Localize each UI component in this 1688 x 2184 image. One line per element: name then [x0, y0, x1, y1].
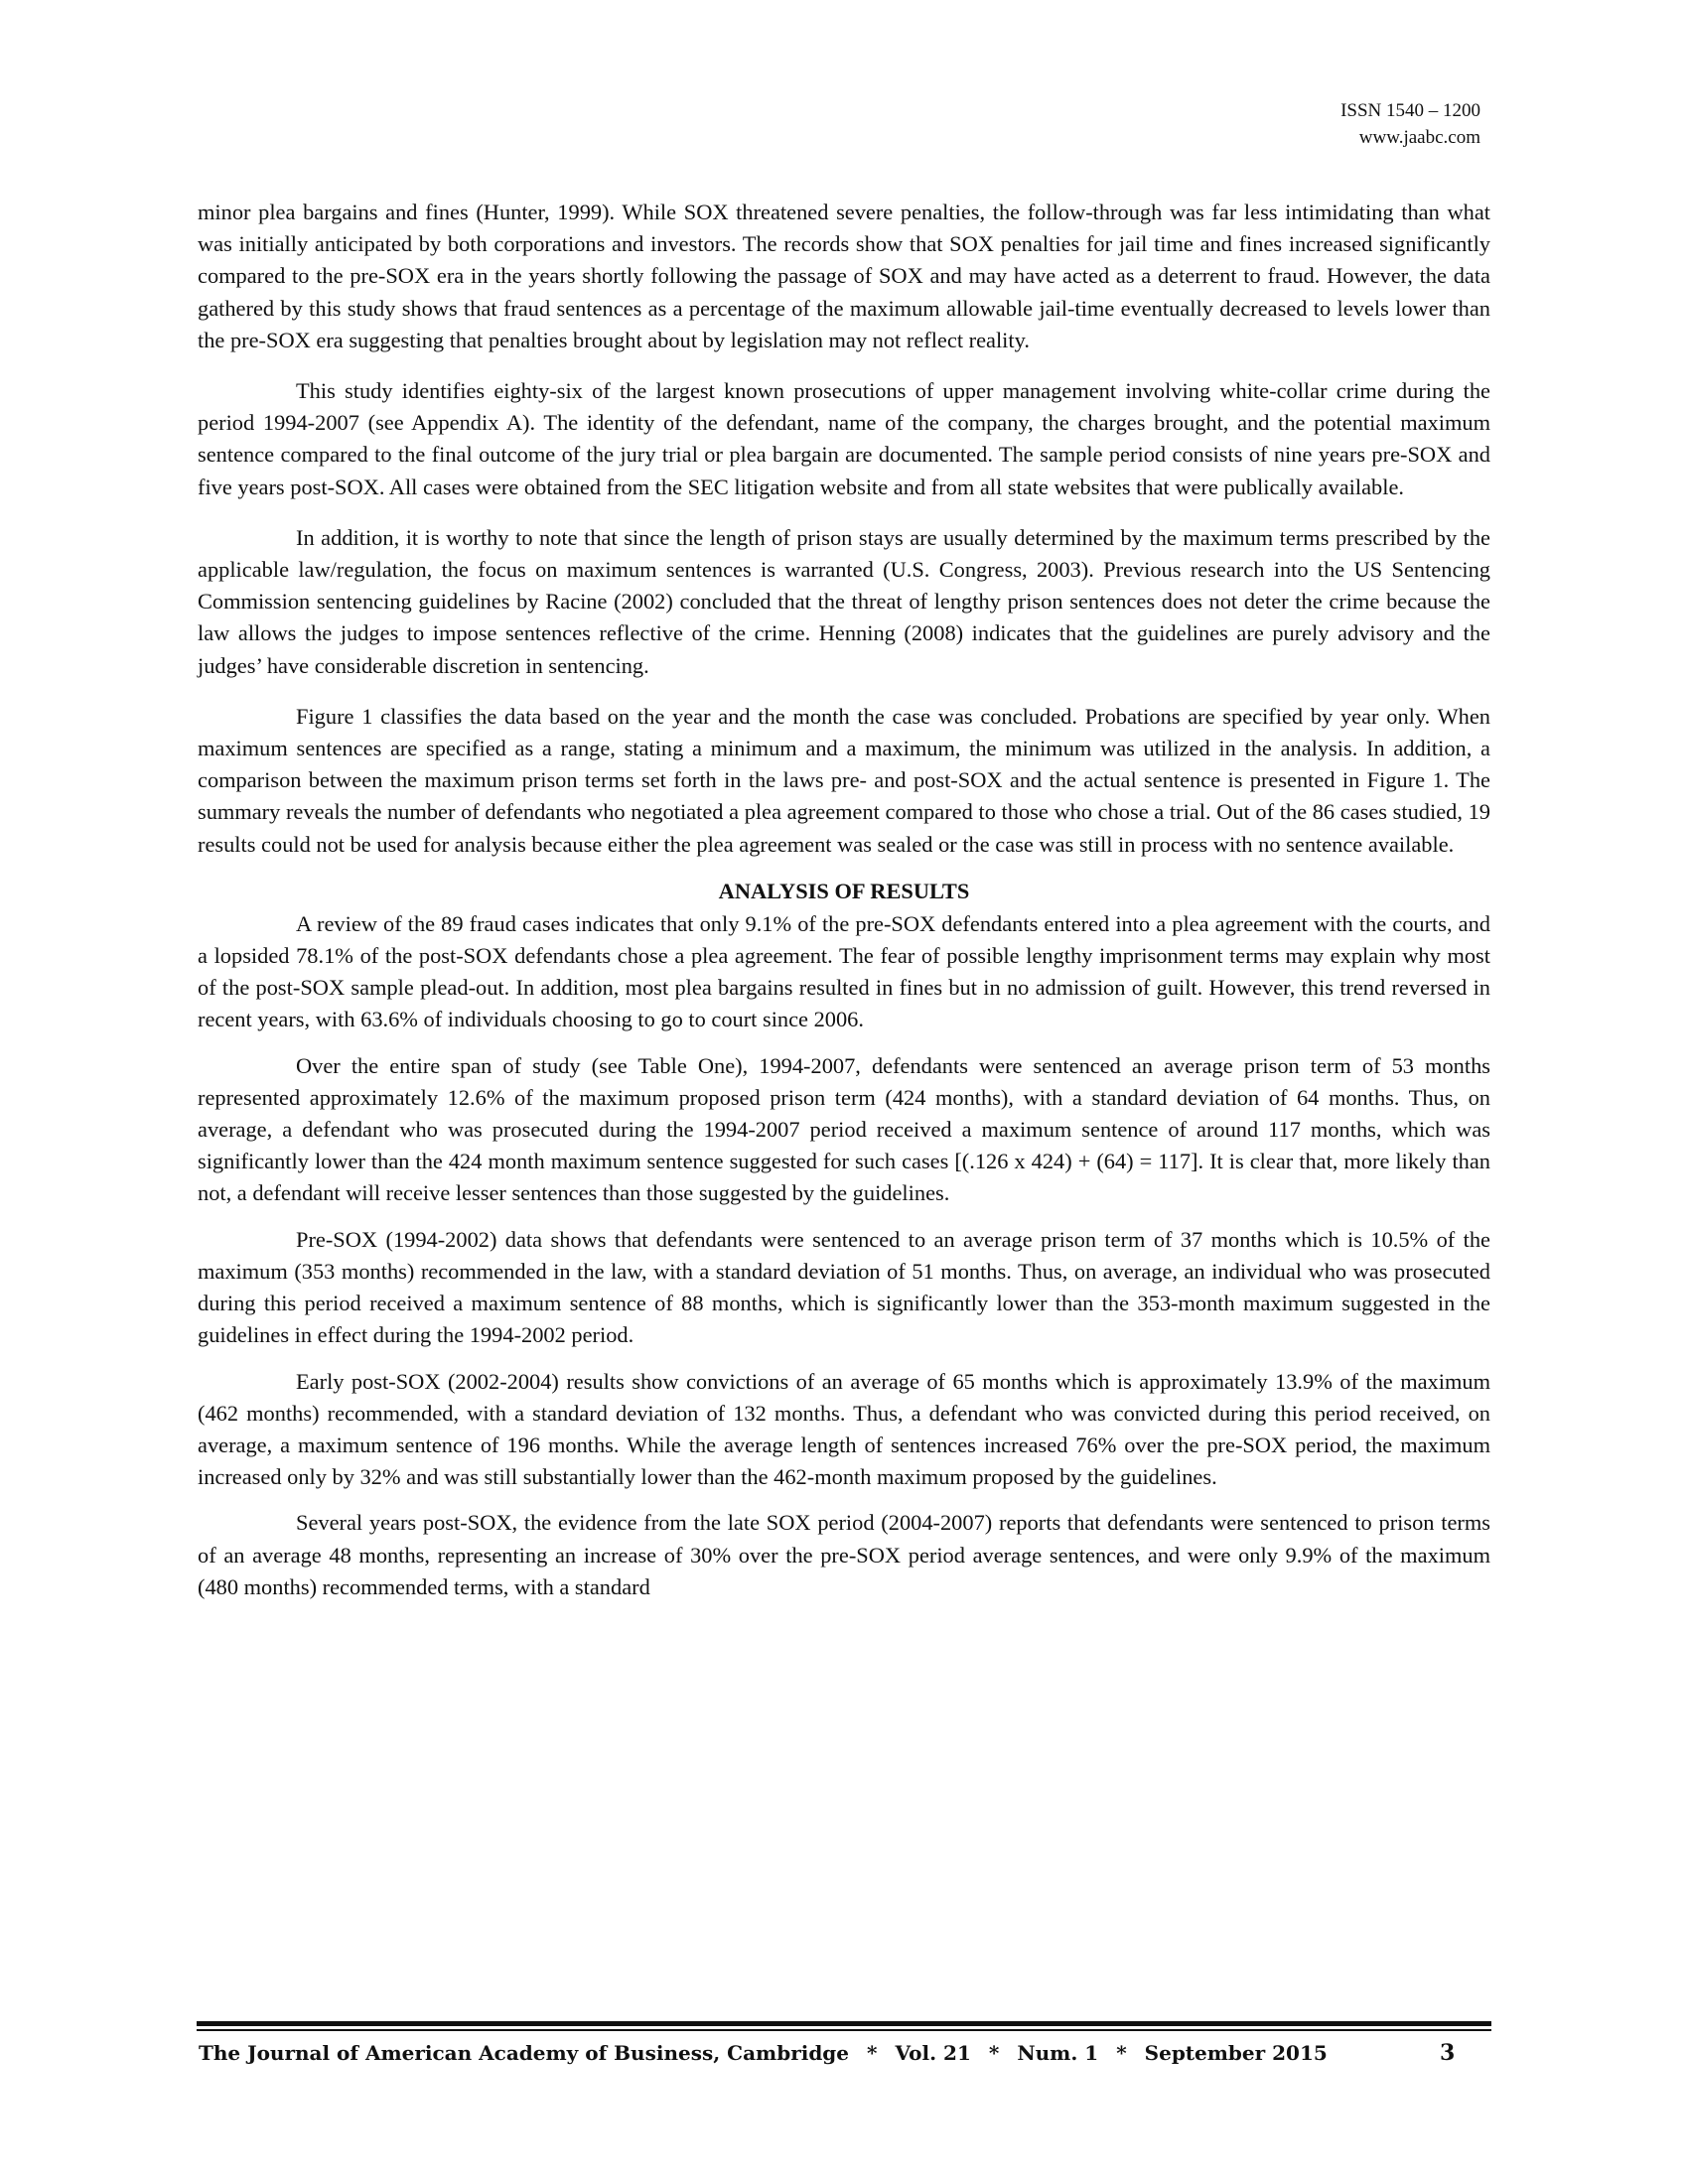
paragraph-figure-one: Figure 1 classifies the data based on the year and the month the case was concluded. Probations are specified by year only. When maximum sentences are specified as a range, stating a minimum and a maximum, the minimum was utilized in the analysis. In addition, a comparison between the maximum prison terms set forth in the laws pre- and post-SOX and the actual sentence is presented in Figure 1. The summary reveals the number of defendants who negotiated a plea agreement compared to those who chose a trial. Out of the 86 cases studied, 19 results could not be used for analysis because either the plea agreement was sealed or the case was still in process with no sentence available.: [198, 703, 1490, 857]
paragraph-early-post-sox: Early post-SOX (2002-2004) results show convictions of an average of 65 months which is approximately 13.9% of the maximum (462 months) recommended, with a standard deviation of 132 months. Thus, a defendant who was convicted during this period received, on average, a maximum sentence of 196 months. While the average length of sentences increased 76% over the pre-SOX period, the maximum increased only by 32% and was still substantially lower than the 462-month maximum proposed by the guidelines.: [198, 1368, 1490, 1490]
footer-separator: *: [867, 2041, 878, 2065]
article-body: [198, 197, 1490, 1622]
page-header: [1340, 97, 1480, 151]
footer-journal-title: The Journal of American Academy of Business, Cambridge: [199, 2041, 850, 2065]
paragraph-study-scope: This study identifies eighty-six of the largest known prosecutions of upper management involving white-collar crime during the period 1994-2007 (see Appendix A). The identity of the defendant, name of the company, the charges brought, and the potential maximum sentence compared to the final outcome of the jury trial or plea bargain are documented. The sample period consists of nine years pre-SOX and five years post-SOX. All cases were obtained from the SEC litigation website and from all state websites that were publically available.: [198, 378, 1490, 499]
paragraph-continuation: minor plea bargains and fines (Hunter, 1999). While SOX threatened severe penalties, the follow-through was far less intimidating than what was initially anticipated by both corporations and investors. The records show that SOX penalties for jail time and fines increased significantly compared to the pre-SOX era in the years shortly following the passage of SOX and may have acted as a deterrent to fraud. However, the data gathered by this study shows that fraud sentences as a percentage of the maximum allowable jail-time eventually decreased to levels lower than the pre-SOX era suggesting that penalties brought about by legislation may not reflect reality.: [198, 200, 1490, 352]
footer-date: September 2015: [1144, 2041, 1328, 2065]
footer-number: Num. 1: [1017, 2041, 1099, 2065]
page-footer: [199, 2039, 1460, 2067]
footer-separator: *: [1116, 2041, 1127, 2065]
paragraph-maximum-terms: In addition, it is worthy to note that since the length of prison stays are usually determined by the maximum terms prescribed by the applicable law/regulation, the focus on maximum sentences is warranted (U.S. Congress, 2003). Previous research into the US Sentencing Commission sentencing guidelines by Racine (2002) concluded that the threat of lengthy prison sentences does not deter the crime because the law allows the judges to impose sentences reflective of the crime. Henning (2008) indicates that the guidelines are purely advisory and the judges’ have considerable discretion in sentencing.: [198, 524, 1490, 678]
footer-rule-thin: [197, 2029, 1491, 2031]
paragraph-entire-span: Over the entire span of study (see Table One), 1994-2007, defendants were sentenced an average prison term of 53 months represented approximately 12.6% of the maximum proposed prison term (424 months), with a standard deviation of 64 months. Thus, on average, a defendant who was prosecuted during the 1994-2007 period received a maximum sentence of around 117 months, which was significantly lower than the 424 month maximum sentence suggested for such cases [(.126 x 424) + (64) = 117]. It is clear that, more likely than not, a defendant will receive lesser sentences than those suggested by the guidelines.: [198, 1052, 1490, 1206]
issn-label: ISSN 1540 – 1200: [1340, 100, 1480, 121]
paragraph-pre-sox: Pre-SOX (1994-2002) data shows that defendants were sentenced to an average prison term of 37 months which is 10.5% of the maximum (353 months) recommended in the law, with a standard deviation of 51 months. Thus, on average, an individual who was prosecuted during this period received a maximum sentence of 88 months, which is significantly lower than the 353-month maximum suggested in the guidelines in effect during the 1994-2002 period.: [198, 1226, 1490, 1348]
paragraph-plea-agreements: A review of the 89 fraud cases indicates that only 9.1% of the pre-SOX defendants entered into a plea agreement with the courts, and a lopsided 78.1% of the post-SOX defendants chose a plea agreement. The fear of possible lengthy imprisonment terms may explain why most of the post-SOX sample plead-out. In addition, most plea bargains resulted in fines but in no admission of guilt. However, this trend reversed in recent years, with 63.6% of individuals choosing to go to court since 2006.: [198, 910, 1490, 1032]
footer-divider: [197, 2021, 1491, 2031]
page-number: 3: [1440, 2040, 1456, 2066]
footer-separator: *: [988, 2041, 1000, 2065]
section-heading: ANALYSIS OF RESULTS: [718, 878, 970, 903]
footer-rule-thick: [197, 2021, 1491, 2026]
footer-volume: Vol. 21: [895, 2041, 971, 2065]
paragraph-late-sox: Several years post-SOX, the evidence from the late SOX period (2004-2007) reports that defendants were sentenced to prison terms of an average 48 months, representing an increase of 30% over the pre-SOX period average sentences, and were only 9.9% of the maximum (480 months) recommended terms, with a standard: [198, 1510, 1490, 1599]
website-link[interactable]: www.jaabc.com: [1358, 127, 1480, 148]
